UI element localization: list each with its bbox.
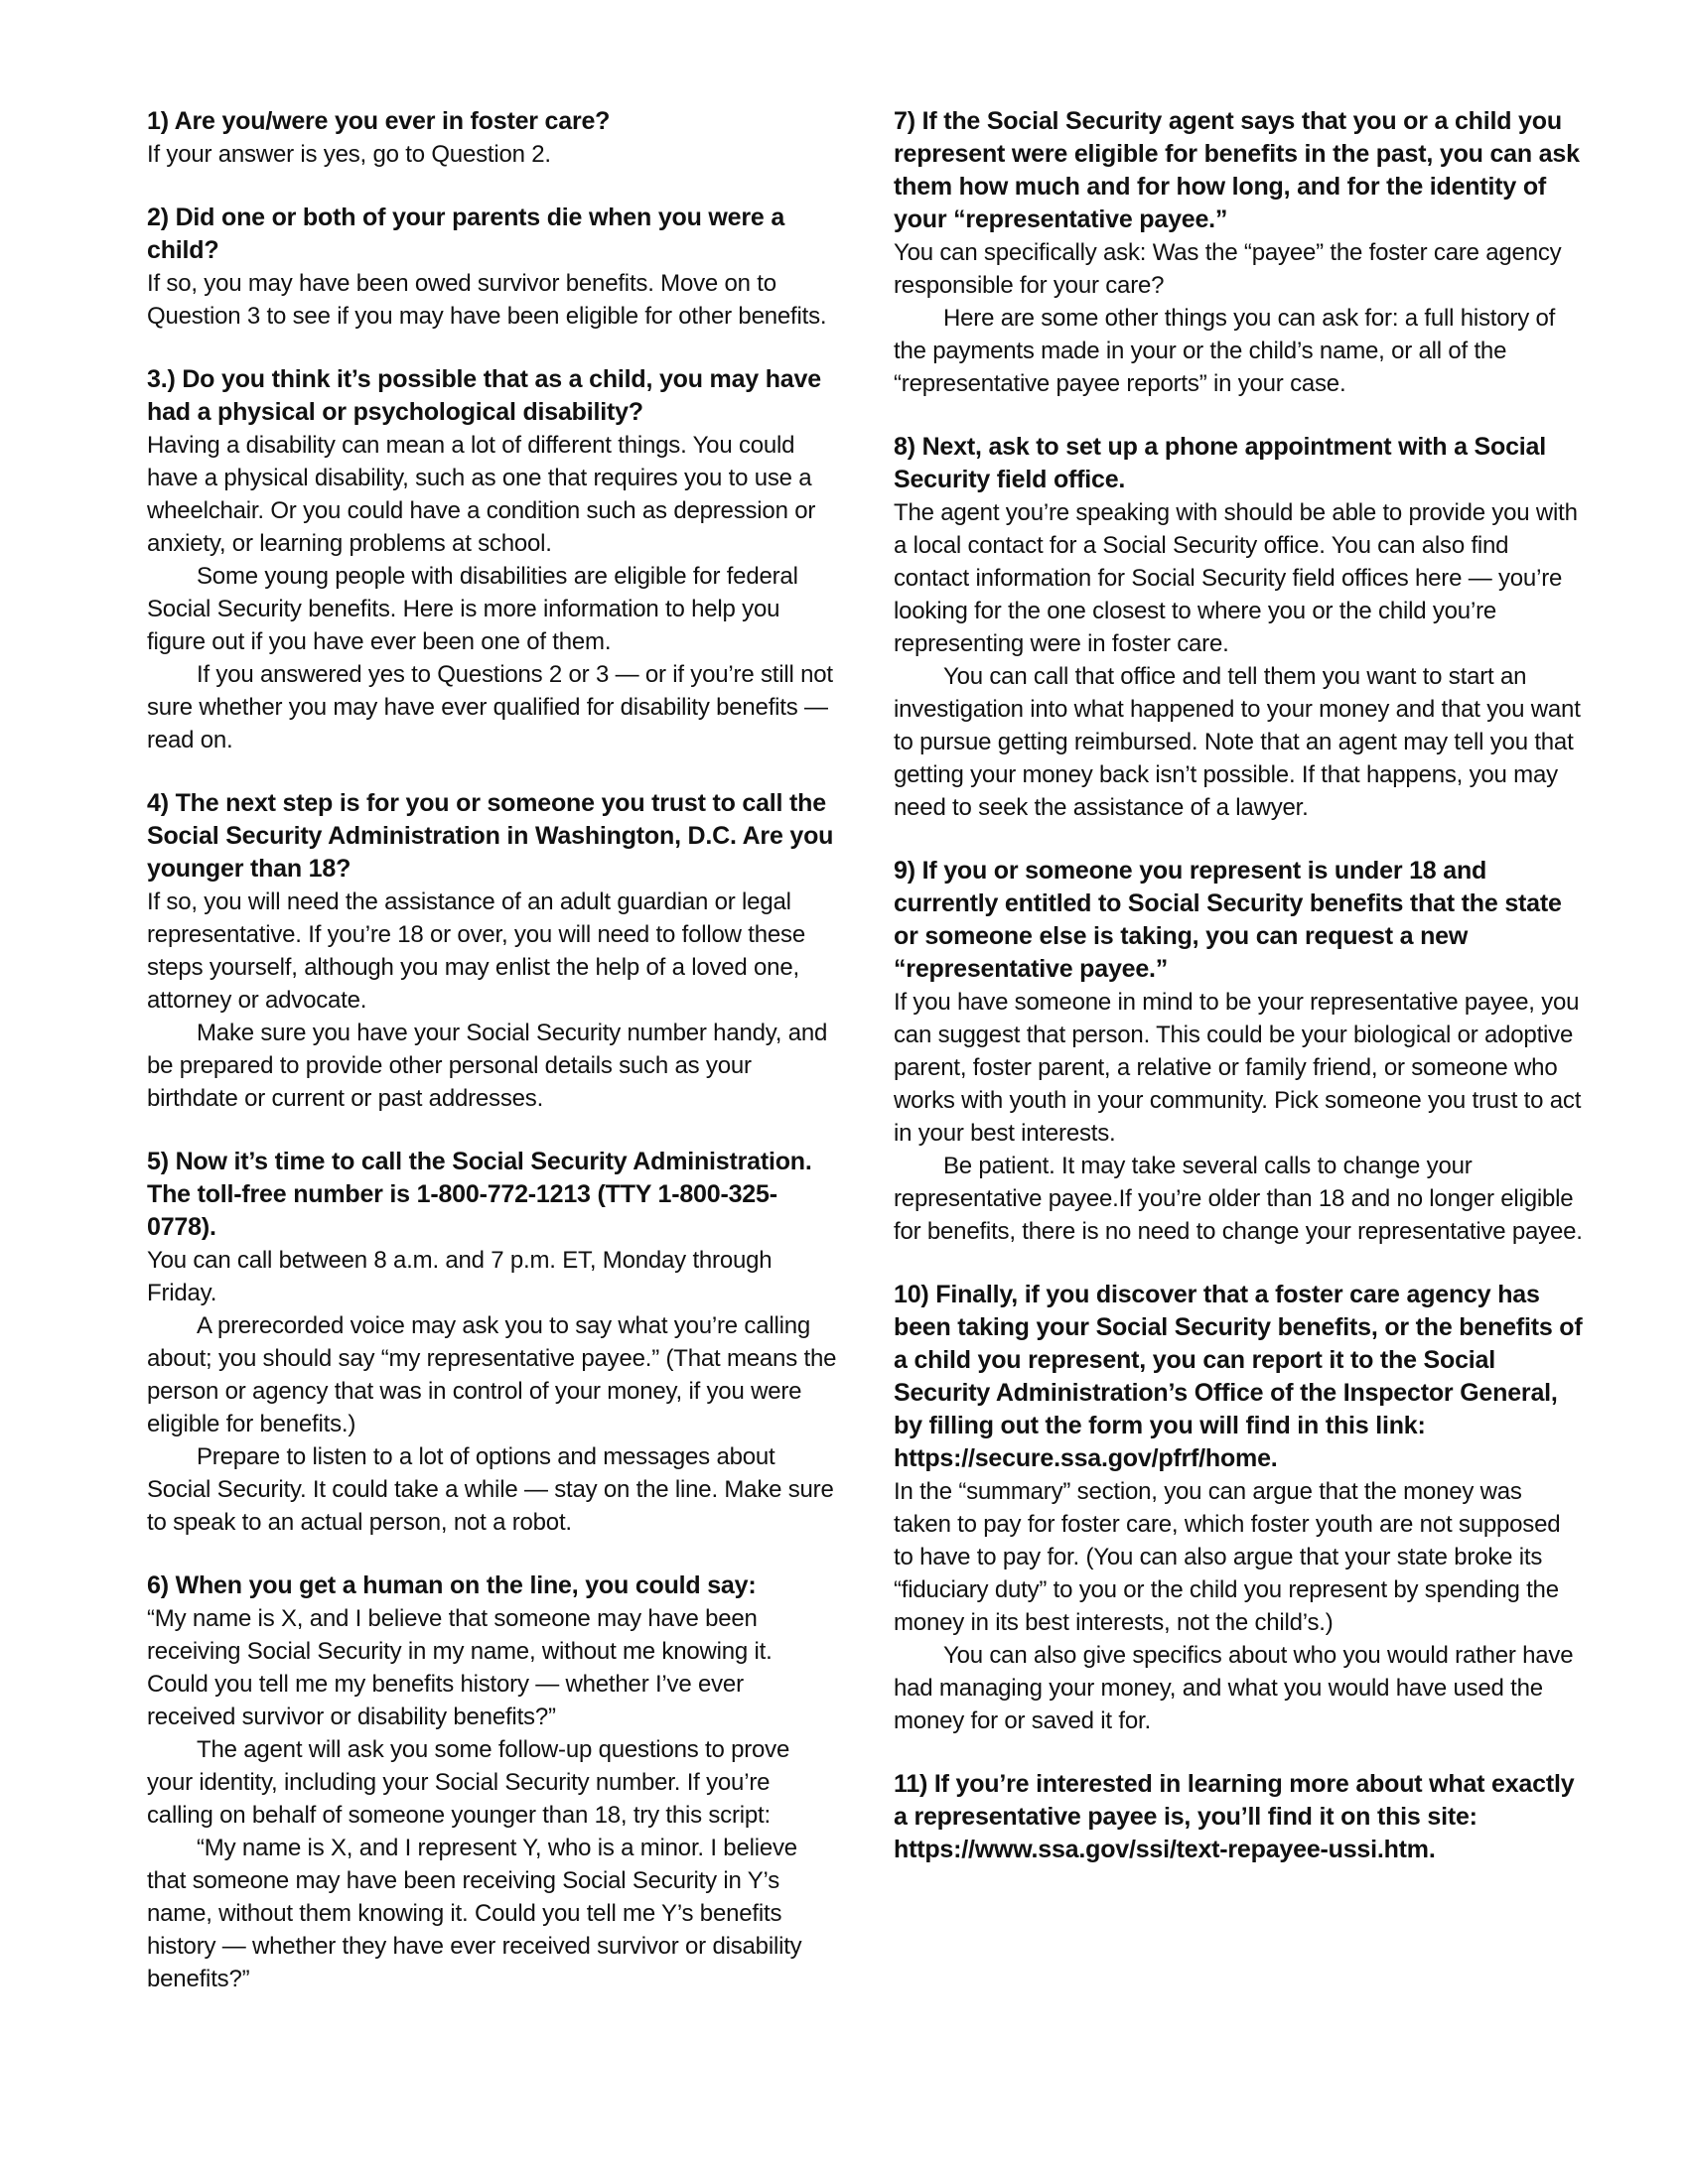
question-heading: 3.) Do you think it’s possible that as a child, you may have had a physical or psychological disability? <box>147 365 821 426</box>
question-section <box>147 787 837 1115</box>
body-paragraph: “My name is X, and I represent Y, who is a minor. I believe that someone may have been receiving Social Security in Y’s name, without them knowing it. Could you tell me Y’s benefits history — whether they have ever received survivor or disability benefits?” <box>147 1835 802 1992</box>
question-section <box>894 105 1584 400</box>
question-section <box>894 1279 1584 1737</box>
body-paragraph: You can specifically ask: Was the “payee” the foster care agency responsible for your care? <box>894 239 1562 299</box>
body-paragraph: Make sure you have your Social Security number handy, and be prepared to provide other personal details such as your birthdate or current or past addresses. <box>147 1020 828 1112</box>
body-paragraph: Some young people with disabilities are eligible for federal Social Security benefits. Here is more information to help you figure out if you have ever been one of them. <box>147 563 798 655</box>
body-paragraph: A prerecorded voice may ask you to say what you’re calling about; you should say “my representative payee.” (That means the person or agency that was in control of your money, if you were eligible for benefits.) <box>147 1312 837 1437</box>
body-paragraph: If you have someone in mind to be your representative payee, you can suggest that person. This could be your biological or adoptive parent, foster parent, a relative or family friend, or someone who works with youth in your community. Pick someone you trust to act in your best interests. <box>894 989 1582 1147</box>
right-column <box>894 105 1584 1897</box>
question-section <box>147 363 837 756</box>
question-section <box>147 202 837 333</box>
question-section <box>147 1570 837 1995</box>
body-paragraph: You can call that office and tell them you want to start an investigation into what happened to your money and that you want to pursue getting reimbursed. Note that an agent may tell you that getting your money back isn’t possible. If that happens, you may need to seek the assistance of a lawyer. <box>894 663 1581 821</box>
question-heading: 9) If you or someone you represent is under 18 and currently entitled to Social Security benefits that the state or someone else is taking, you can request a new “representative payee.” <box>894 857 1562 983</box>
question-heading: 6) When you get a human on the line, you could say: <box>147 1571 757 1599</box>
question-heading: 10) Finally, if you discover that a foster care agency has been taking your Social Security benefits, or the benefits of a child you represent, you can report it to the Social Security Administration’s Office of the Inspector General, by filling out the form you will find in this link: https://secure.ssa.gov/pfrf/home. <box>894 1281 1583 1472</box>
question-heading: 7) If the Social Security agent says that you or a child you represent were eligible for benefits in the past, you can ask them how much and for how long, and for the identity of your “representative payee.” <box>894 107 1580 233</box>
body-paragraph: The agent will ask you some follow-up questions to prove your identity, including your Social Security number. If you’re calling on behalf of someone younger than 18, try this script: <box>147 1736 790 1829</box>
question-heading: 1) Are you/were you ever in foster care? <box>147 107 611 135</box>
body-paragraph: If you answered yes to Questions 2 or 3 — or if you’re still not sure whether you may have ever qualified for disability benefits — read on. <box>147 661 833 753</box>
question-heading: 4) The next step is for you or someone you trust to call the Social Security Administration in Washington, D.C. Are you younger than 18? <box>147 789 834 883</box>
left-column <box>147 105 837 2026</box>
body-paragraph: You can call between 8 a.m. and 7 p.m. ET, Monday through Friday. <box>147 1247 773 1306</box>
question-section <box>894 855 1584 1248</box>
body-paragraph: The agent you’re speaking with should be able to provide you with a local contact for a Social Security office. You can also find contact information for Social Security field offices here — you’re looking for the one closest to where you or the child you’re representing were in foster care. <box>894 499 1578 657</box>
question-heading: 2) Did one or both of your parents die when you were a child? <box>147 204 785 264</box>
body-paragraph: Prepare to listen to a lot of options and messages about Social Security. It could take a while — stay on the line. Make sure to speak to an actual person, not a robot. <box>147 1443 834 1536</box>
question-heading: 8) Next, ask to set up a phone appointment with a Social Security field office. <box>894 433 1546 493</box>
question-section <box>894 1768 1584 1866</box>
question-heading: 5) Now it’s time to call the Social Security Administration. The toll-free number is 1-800-772-1213 (TTY 1-800-325-0778). <box>147 1148 812 1241</box>
body-paragraph: If so, you will need the assistance of an adult guardian or legal representative. If you’re 18 or over, you will need to follow these steps yourself, although you may enlist the help of a loved one, attorney or advocate. <box>147 888 805 1014</box>
body-paragraph: Be patient. It may take several calls to change your representative payee.If you’re older than 18 and no longer eligible for benefits, there is no need to change your representative payee. <box>894 1153 1583 1245</box>
body-paragraph: “My name is X, and I believe that someone may have been receiving Social Security in my name, without me knowing it. Could you tell me my benefits history — whether I’ve ever received survivor or disability benefits?” <box>147 1605 773 1730</box>
question-section <box>147 105 837 171</box>
body-paragraph: In the “summary” section, you can argue that the money was taken to pay for foster care, which foster youth are not supposed to have to pay for. (You can also argue that your state broke its “fiduciary duty” to you or the child you represent by spending the money in its best interests, not the child’s.) <box>894 1478 1561 1636</box>
body-paragraph: Here are some other things you can ask for: a full history of the payments made in your or the child’s name, or all of the “representative payee reports” in your case. <box>894 305 1556 397</box>
body-paragraph: You can also give specifics about who you would rather have had managing your money, and what you would have used the money for or saved it for. <box>894 1642 1574 1734</box>
body-paragraph: If your answer is yes, go to Question 2. <box>147 141 551 168</box>
body-paragraph: If so, you may have been owed survivor benefits. Move on to Question 3 to see if you may have been eligible for other benefits. <box>147 270 827 330</box>
body-paragraph: Having a disability can mean a lot of different things. You could have a physical disability, such as one that requires you to use a wheelchair. Or you could have a condition such as depression or anxiety, or learning problems at school. <box>147 432 816 557</box>
question-section <box>147 1146 837 1539</box>
question-heading: 11) If you’re interested in learning more about what exactly a representative payee is, you’ll find it on this site: https://www.ssa.gov/ssi/text-repayee-ussi.htm. <box>894 1770 1575 1863</box>
question-section <box>894 431 1584 824</box>
